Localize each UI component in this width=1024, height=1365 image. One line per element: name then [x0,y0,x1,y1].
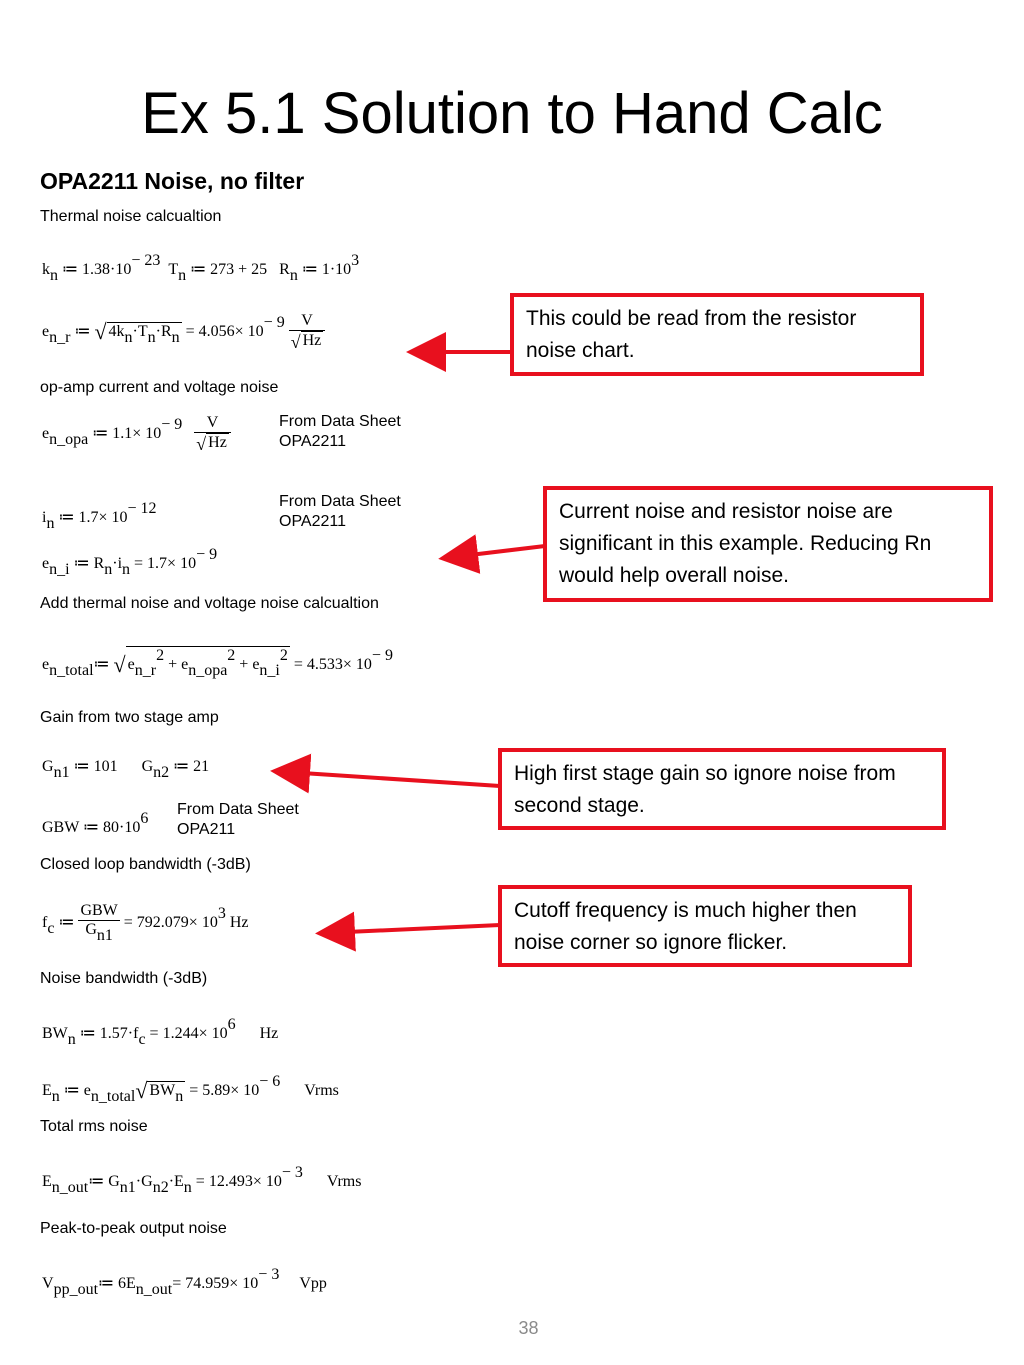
peak-to-peak-equation: $V_{pp\_out}≔$ $6E_{n\_out}= 74.959\times 10^{- 3}$ Vpp [42,1266,327,1298]
arrow-3 [302,773,500,786]
callout-resistor-chart: This could be read from the resistor noise chart. [510,293,924,376]
total-noise-equation: $e_{n\_total}≔$ √ $e_{n\_r}^2 + e_{n\_opa}^2 + e_{n\_i}^2 = 4.533\times 10^{- 9}$ [42,647,393,679]
opamp-voltage-noise-equation: $e_{n\_opa}$ ≔ $1.1\times 10^{- 9}$ $\frac{V}{√ Hz}$ [42,414,231,455]
opamp-current-noise-equation: $i_n$ ≔ $1.7\times 10^{- 12}$ [42,500,157,532]
noise-bandwidth-equation: $BW_n$ ≔ $1.57\cdot f_c = 1.244\times 10^6$ Hz [42,1016,279,1048]
current-noise-voltage-equation: $e_{n\_i}$ ≔ $R_n\cdot i_n = 1.7\times 10^{- 9}$ [42,546,218,578]
slide-title: Ex 5.1 Solution to Hand Calc [141,81,883,146]
resistor-noise-equation: $e_{n\_r}$ ≔ √ $4k_n\cdot T_n\cdot R_n = 4.056\times 10^{- 9}$ $\frac{V}{√ Hz}$ [42,312,325,353]
callout-current-noise: Current noise and resistor noise are significant in this example. Reducing Rn would help overall noise. [543,486,993,602]
callout-first-stage-gain: High first stage gain so ignore noise from second stage. [498,748,946,830]
output-noise-equation: $E_{n\_out}≔$ $G_{n1}\cdot G_{n2}\cdot E_n = 12.493\times 10^{- 3}$ Vrms [42,1164,362,1196]
gbw-equation: GBW ≔ $80\cdot 10^6$ [42,810,149,836]
noise-bw-label: Noise bandwidth (-3dB) [40,970,208,987]
add-noise-label: Add thermal noise and voltage noise calcualtion [40,595,379,612]
arrow-4 [347,925,500,932]
cutoff-frequency-equation: $f_c$ ≔ $\frac{\text{GBW}}{G_{n1}}$ = $792.079\times 10^3$ Hz [42,902,249,944]
input-noise-equation: $E_n$ ≔ $e_{n\_total}√$ $BW_n = 5.89\times 10^{- 6}$ Vrms [42,1073,339,1105]
total-rms-label: Total rms noise [40,1118,148,1135]
gain-label: Gain from two stage amp [40,709,219,726]
datasheet-note-3: From Data Sheet OPA211 [177,801,299,838]
closed-loop-bw-label: Closed loop bandwidth (-3dB) [40,856,251,873]
gain-equation: $G_{n1}$ ≔ 101 $G_{n2}$ ≔ 21 [42,758,210,781]
datasheet-note-2: From Data Sheet OPA2211 [279,493,401,530]
callout-cutoff-frequency: Cutoff frequency is much higher then noise corner so ignore flicker. [498,885,912,967]
peak-label: Peak-to-peak output noise [40,1220,227,1237]
arrow-2 [470,546,545,555]
opamp-label: op-amp current and voltage noise [40,379,279,396]
section-subtitle: OPA2211 Noise, no filter [40,168,305,194]
constants-equation: $k_n$ ≔ $1.38\cdot 10^{- 23}$ $T_n$ ≔ 273 + 25 $R_n$ ≔ $1\cdot 10^3$ [42,252,360,284]
page-number: 38 [518,1318,539,1338]
thermal-label: Thermal noise calcualtion [40,208,222,225]
datasheet-note-1: From Data Sheet OPA2211 [279,413,401,450]
